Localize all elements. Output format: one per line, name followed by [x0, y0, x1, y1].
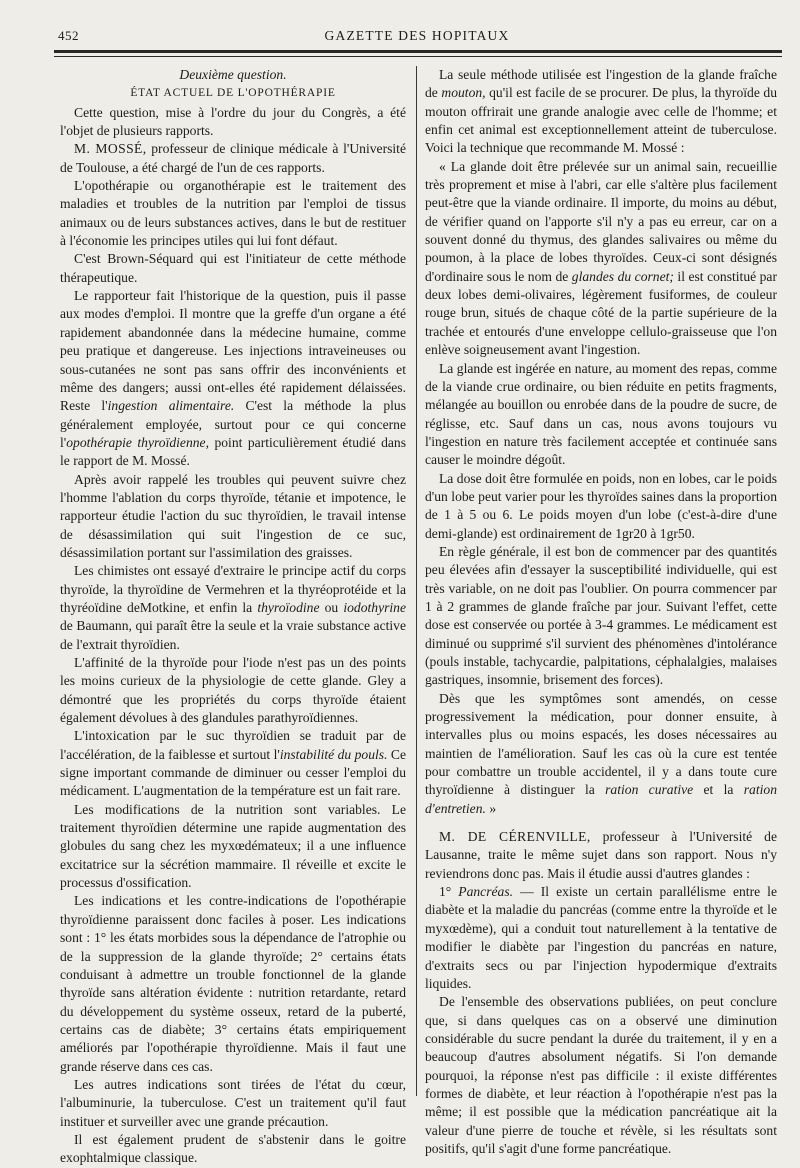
paragraph-text: Ce signe important commande de diminuer ou cesser l'emploi du médicament. L'augmentation de la température est un fait rare. — [60, 746, 407, 799]
paragraph-text: il est constitué par deux lobes demi-olivaires, légèrement fusiformes, de couleur rouge brun, situés de chaque côté de la partie supérieure de la trachée et entourés d'une enveloppe cellulo-graisseuse que l'on enlève soigneusement avant l'ingestion. — [425, 268, 777, 358]
paragraph: La dose doit être formulée en poids, non en lobes, car le poids d'un lobe peut varier pour les thyroïdes saines dans la proportion de 1 à 5 ou 6. Le poids moyen d'un lobe (c'est-à-dire d'une demi-glande) est ordinairement de 1gr20 à 1gr50. — [425, 470, 777, 541]
emphasis: opothérapie thyroïdienne, — [66, 434, 209, 450]
paragraph: En règle générale, il est bon de commencer par des quantités peu élevées afin d'essayer la susceptibilité individuelle, qui est très variable, on ne doit pas l'oublier. On pourra commencer par 1 à 2 grammes de glande fraîche par jour. Suivant l'effet, cette dose est conservée ou portée à 3-4 grammes. Le médicament est diminué ou supprimé s'il survient des phénomènes d'intolérance (pouls instable, tachycardie, palpitations, céphalalgies, malaises gastriques, insomnie, brisement des forces). — [425, 543, 777, 688]
paragraph — [60, 287, 406, 470]
paragraph — [425, 828, 777, 883]
paragraph-text: et la — [693, 782, 744, 798]
column-divider — [416, 66, 417, 1096]
section-heading: ÉTAT ACTUEL DE L'OPOTHÉRAPIE — [130, 87, 336, 100]
paragraph: Les modifications de la nutrition sont variables. Le traitement thyroïdien détermine une rapide augmentation des globules du sang chez les myxœdémateux; il a une influence excitatrice sur la sécrétion mammaire. Il réveille et excite le processus d'ossification. — [60, 801, 406, 891]
paragraph: Les autres indications sont tirées de l'état du cœur, l'albuminurie, la tuberculose. C'est un traitement qu'il faut instituer et surveiller avec une grande précaution. — [60, 1076, 406, 1129]
paragraph — [60, 140, 406, 177]
paragraph-text: de Baumann, qui paraît être la seule et la vraie substance active de l'extrait thyroïdien. — [60, 618, 406, 652]
emphasis: glandes du cornet; — [571, 268, 674, 284]
paragraph: Les indications et les contre-indications de l'opothérapie thyroïdienne paraissent donc faciles à poser. Les indications sont : 1° les états morbides sous la dépendance de l'atrophie ou de la suppression de la glande thyroïde; 2° certains états conduisant à admettre un trouble fonctionnel de la glande thyroïde sans altération évidente : nutrition retardante, retard du développement du système osseux, retard de la puberté, certains cas de diabète; 3° certains états empiriquement améliorés par l'opothérapie thyroïdienne. Mais il faut une grande réserve dans ces cas. — [60, 893, 406, 1074]
author-name: M. DE CÉRENVILLE, — [439, 829, 591, 845]
paragraph-gap — [425, 818, 777, 828]
paragraph-text: qu'il est facile de se procurer. De plus, la thyroïde du mouton offrirait une grande analogie avec celle de l'homme; et enfin cet animal est exceptionnellement atteint de tuberculose. Voici la technique que recommande M. Mossé : — [425, 85, 777, 156]
paragraph-text: ou — [319, 599, 344, 615]
paragraph-text: professeur de clinique médicale à l'Université de Toulouse, a été chargé de l'un de ces rapports. — [60, 141, 406, 175]
author-name: M. MOSSÉ, — [74, 141, 147, 157]
paragraph: Après avoir rappelé les troubles qui peuvent suivre chez l'homme l'ablation du corps thyroïde, tétanie et impotence, le rapporteur étudie l'action du suc thyroïdien, le travail intense de désassimilation qui suit l'ingestion de ce suc, désassimilation portant sur l'assimilation des graisses. — [60, 471, 406, 560]
paragraph-text: Le rapporteur fait l'historique de la question, puis il passe aux modes d'emploi. Il montre que la greffe d'un organe a été rapidement abandonnée dans la médecine humaine, comme peu pratique et dangereuse. Les injections intraveineuses ou sous-cutanées ne sont pas sans offrir des inconvénients et même des dangers; aussi ont-elles été rapidement délaissées. Reste l' — [60, 288, 406, 414]
paragraph — [60, 727, 406, 800]
paragraph-text: » — [485, 800, 497, 816]
paragraph-text: « La glande doit être prélevée sur un animal sain, recueillie très proprement et mise à l'abri, car elle s'altère plus facilement peut-être que la viande ordinaire. Il importe, du moins au début, de vérifier quand on l'apporte s'il n'y a pas eu erreur, car on a souvent donné du thymus, des glandes salivaires ou même du poumon, à la place de lobes thyroïdes. Ceux-ci sont désignés d'ordinaire sous le nom de — [425, 158, 777, 284]
paragraph-text: professeur à l'Université de Lausanne, traite le même sujet dans son rapport. Nous n'y reviendrons donc pas. Mais il étudie aussi d'autres glandes : — [425, 829, 777, 881]
paragraph: L'opothérapie ou organothérapie est le traitement des maladies et troubles de la nutrition par l'emploi de tissus animaux ou de leurs substances actives, dans le but de restituer à l'économie les principes utiles qui lui font défaut. — [60, 178, 406, 249]
emphasis: ration curative — [605, 782, 694, 798]
page-header — [52, 24, 782, 46]
emphasis: mouton, — [441, 85, 486, 101]
paragraph — [60, 562, 406, 654]
paragraph-text: — Il existe un certain parallélisme entre le diabète et la maladie du pancréas (comme entre la thyroïde et le myxœdème), qui a conduit tout naturellement à la tentative de modifier le diabète par l'ingestion du pancréas en nature, d'extraits secs ou par l'injection hypodermique d'extraits liquides. — [425, 884, 777, 991]
paragraph-text: 1° — [439, 884, 459, 900]
paragraph-text: La seule méthode utilisée est l'ingestion de la glande fraîche de — [425, 67, 777, 101]
emphasis: Pancréas. — [458, 884, 514, 900]
paragraph-text: Dès que les symptômes sont amendés, on cesse progressivement la médication, pour donner ensuite, à intervalles plus ou moins espacés, les doses nécessaires au maintien de l'amélioration. Sauf les cas où la cure est tentée pour combattre un trouble accidentel, il y a dans toute cure thyroïdienne à distinguer la — [425, 690, 777, 798]
right-column — [425, 66, 777, 1158]
journal-title: GAZETTE DES HOPITAUX — [324, 28, 510, 43]
paragraph: Cette question, mise à l'ordre du jour du Congrès, a été l'objet de plusieurs rapports. — [60, 104, 406, 139]
emphasis: ingestion alimentaire. — [107, 398, 235, 414]
emphasis: iodothyrine — [343, 599, 407, 615]
header-rule-thin — [54, 56, 782, 57]
paragraph — [425, 66, 777, 158]
paragraph: La glande est ingérée en nature, au moment des repas, comme de la viande crue ordinaire, ou bien réduite en petits fragments, mélangée au bouillon ou enrobée dans de la poudre de sucre, de réglisse, etc. Sauf dans un cas, nous avons toujours vu l'ingestion en nature très facilement acceptée et continuée sans causer le moindre dégoût. — [425, 360, 777, 468]
paragraph — [425, 690, 777, 818]
question-title: Deuxième question. — [179, 67, 287, 82]
left-column — [60, 66, 406, 1168]
header-rule-thick — [54, 50, 782, 53]
paragraph-text: point particulièrement étudié dans le rapport de M. Mossé. — [60, 434, 406, 469]
paragraph-text: L'intoxication par le suc thyroïdien se traduit par de l'accélération, de la faiblesse et surtout l' — [60, 728, 406, 762]
paragraph — [425, 883, 777, 993]
paragraph-text: Les chimistes ont essayé d'extraire le principe actif du corps thyroïde, la thyroïdine de Vermehren et la thyréoprotéide et la thyréoïdine deMotkine, et enfin la — [60, 563, 406, 615]
paragraph: L'affinité de la thyroïde pour l'iode n'est pas un des points les moins curieux de la physiologie de cette glande. Gley a démontré que les propriétés du corps thyroïde étaient également dévolues à des glandules parathyroïdiennes. — [60, 655, 406, 726]
paragraph — [425, 158, 777, 360]
paragraph-text: C'est la méthode la plus généralement employée, surtout pour ce qui concerne l' — [60, 398, 407, 450]
paragraph: De l'ensemble des observations publiées, on peut conclure que, si dans quelques cas on a observé une diminution considérable du sucre pendant la durée du traitement, il y en a beaucoup d'autres absolument négatifs. Si l'on demande pourquoi, la réponse n'est pas difficile : il existe différentes formes de diabète, et leur réaction à l'opothérapie n'est pas la même; il est possible que la médication pancréatique ait la valeur d'une pierre de touche et révèle, si les résultats sont positifs, qu'il s'agit d'une forme pancréatique. — [425, 994, 777, 1156]
paragraph: Il est également prudent de s'abstenir dans le goitre exophtalmique classique. — [60, 1131, 406, 1166]
emphasis: ration d'entretien. — [425, 782, 777, 816]
emphasis: thyroïodine — [257, 599, 320, 615]
page-number: 452 — [58, 28, 79, 43]
paragraph: C'est Brown-Séquard qui est l'initiateur de cette méthode thérapeutique. — [60, 251, 406, 285]
emphasis: instabilité du pouls. — [279, 746, 388, 762]
